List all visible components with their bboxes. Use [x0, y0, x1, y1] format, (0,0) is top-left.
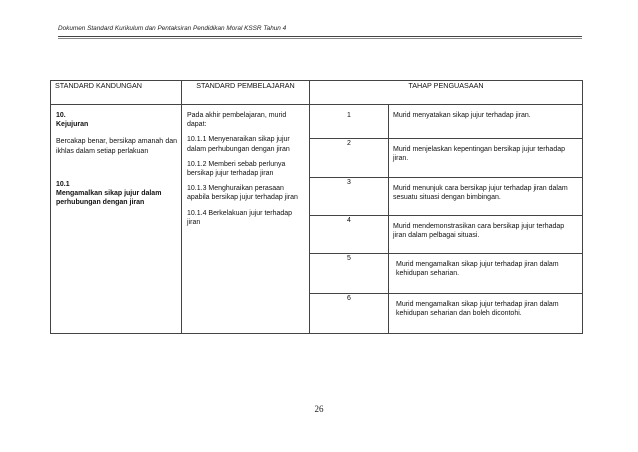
- standard-table: [50, 80, 583, 334]
- pembelajaran-item: 10.1.1 Menyenaraikan sikap jujur dalam perhubungan dengan jiran: [187, 136, 290, 153]
- level-number: 5: [310, 254, 389, 294]
- pembelajaran-intro: Pada akhir pembelajaran, murid dapat:: [187, 112, 287, 129]
- level-number: 6: [310, 294, 389, 334]
- pembelajaran-item: 10.1.3 Menghuraikan perasaan apabila bersikap jujur terhadap jiran: [187, 185, 298, 202]
- table-row: [51, 105, 583, 139]
- pembelajaran-item: 10.1.4 Berkelakuan jujur terhadap jiran: [187, 209, 293, 226]
- level-number: 4: [310, 216, 389, 254]
- level-description: Murid menyatakan sikap jujur terhadap jiran.: [389, 105, 583, 139]
- header-tahap-penguasaan: TAHAP PENGUASAAN: [310, 81, 583, 105]
- document-header-title: Dokumen Standard Kurikulum dan Pentaksiran Pendidikan Moral KSSR Tahun 4: [58, 25, 287, 32]
- level-number: 2: [310, 139, 389, 178]
- pembelajaran-cell: [182, 105, 310, 334]
- table-header-row: [51, 81, 583, 105]
- level-description: Murid mengamalkan sikap jujur terhadap jiran dalam kehidupan seharian dan boleh dicontohi.: [389, 294, 583, 334]
- kandungan-description: Bercakap benar, bersikap amanah dan ikhlas dalam setiap perlakuan: [56, 138, 177, 155]
- level-number: 1: [310, 105, 389, 139]
- kandungan-title: Kejujuran: [56, 121, 89, 129]
- kandungan-cell: [51, 105, 182, 334]
- page-number: 26: [314, 404, 324, 414]
- header-rule: [58, 36, 582, 37]
- header-standard-kandungan: STANDARD KANDUNGAN: [51, 81, 182, 105]
- header-rule-thin: [58, 38, 582, 39]
- kandungan-number: 10.: [56, 112, 66, 119]
- level-description: Murid mendemonstrasikan cara bersikap jujur terhadap jiran dalam pelbagai situasi.: [389, 216, 583, 254]
- level-number: 3: [310, 178, 389, 216]
- level-description: Murid mengamalkan sikap jujur terhadap jiran dalam kehidupan seharian.: [389, 254, 583, 294]
- header-standard-pembelajaran: STANDARD PEMBELAJARAN: [182, 81, 310, 105]
- kandungan-sub-title: Mengamalkan sikap jujur dalam perhubungan dengan jiran: [56, 190, 162, 207]
- level-description: Murid menjelaskan kepentingan bersikap jujur terhadap jiran.: [389, 139, 583, 178]
- level-description: Murid menunjuk cara bersikap jujur terhadap jiran dalam sesuatu situasi dengan bimbingan.: [389, 178, 583, 216]
- pembelajaran-item: 10.1.2 Memberi sebab perlunya bersikap jujur terhadap jiran: [187, 160, 286, 178]
- kandungan-sub-number: 10.1: [56, 180, 70, 188]
